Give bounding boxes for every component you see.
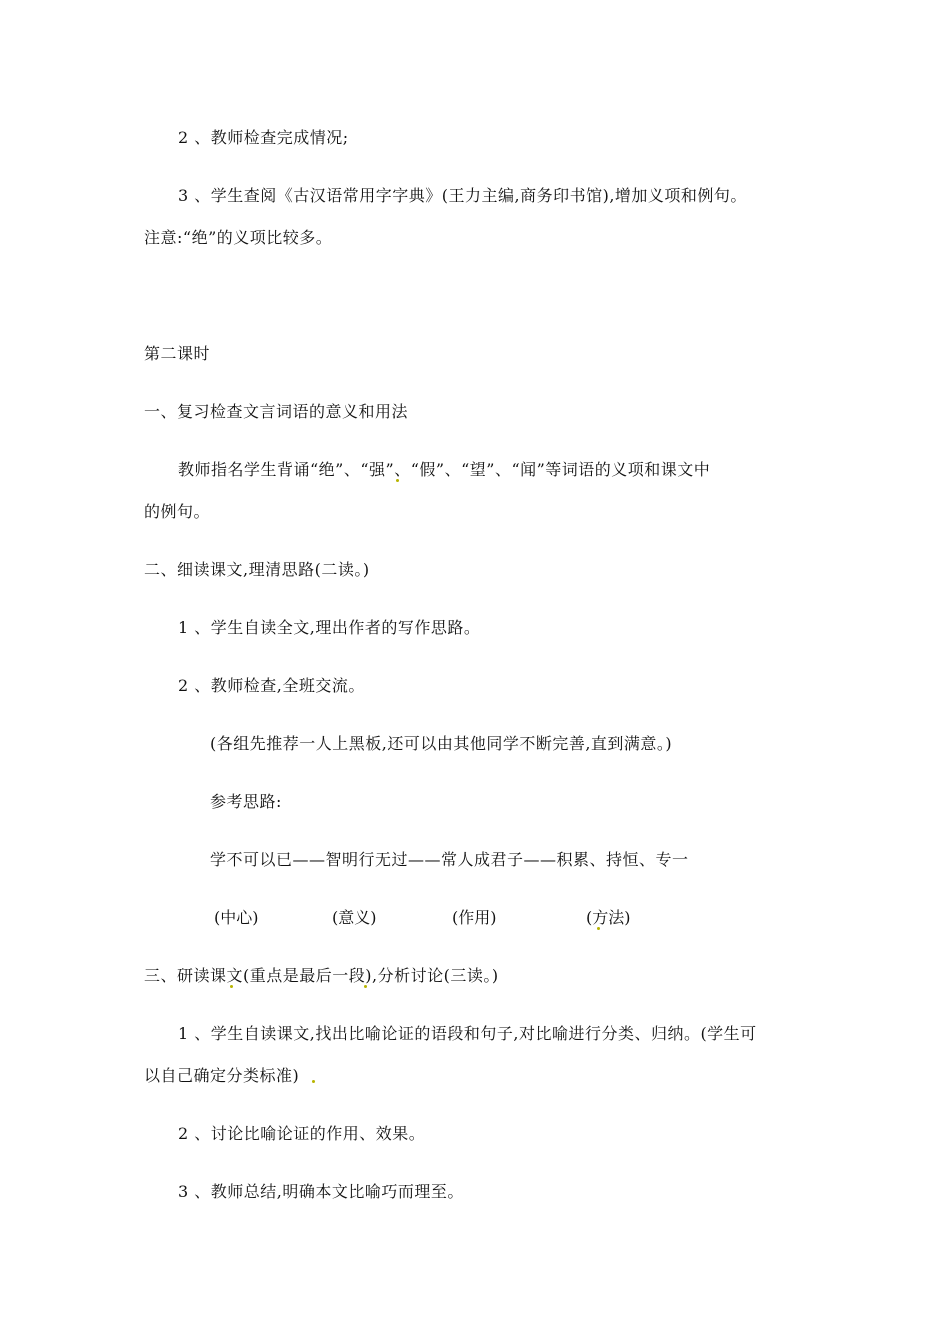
label-function: (作用) — [452, 908, 497, 927]
heading-study-text: 三、研读课文(重点是最后一段),分析讨论(三读。) — [144, 966, 499, 985]
step-1-find-metaphors: 1 、学生自读课文,找出比喻论证的语段和句子,对比喻进行分类、归纳。(学生可 — [178, 1024, 757, 1043]
step-3-dictionary-lookup: 3 、学生查阅《古汉语常用字字典》(王力主编,商务印书馆),增加义项和例句。 — [178, 186, 747, 205]
note-jue-meanings: 注意:“绝”的义项比较多。 — [144, 228, 333, 247]
step-2-discuss-effects: 2 、讨论比喻论证的作用、效果。 — [178, 1124, 426, 1143]
note-group-blackboard: (各组先推荐一人上黑板,还可以由其他同学不断完善,直到满意。) — [210, 734, 673, 753]
annotation-dot — [230, 985, 233, 988]
paragraph-recite-words: 教师指名学生背诵“绝”、“强”、“假”、“望”、“闻”等词语的义项和课文中 — [178, 460, 711, 479]
annotation-dot — [312, 1080, 315, 1083]
label-significance: (意义) — [332, 908, 377, 927]
reference-approach-chain: 学不可以已——智明行无过——常人成君子——积累、持恒、专一 — [210, 850, 689, 869]
step-2-teacher-check: 2 、教师检查,全班交流。 — [178, 676, 365, 695]
annotation-dot — [396, 479, 399, 482]
heading-close-reading: 二、细读课文,理清思路(二读。) — [144, 560, 370, 579]
heading-review-vocabulary: 一、复习检查文言词语的意义和用法 — [144, 402, 409, 421]
annotation-dot — [364, 985, 367, 988]
label-method: (方法) — [586, 908, 631, 927]
step-3-teacher-summary: 3 、教师总结,明确本文比喻巧而理至。 — [178, 1182, 464, 1201]
step-1-find-metaphors-cont: 以自己确定分类标准) — [144, 1066, 300, 1085]
section-heading-second-lesson: 第二课时 — [144, 344, 211, 363]
reference-approach-label: 参考思路: — [210, 792, 282, 811]
step-1-self-read: 1 、学生自读全文,理出作者的写作思路。 — [178, 618, 481, 637]
step-2-check-completion: 2 、教师检查完成情况; — [178, 128, 349, 147]
annotation-dot — [597, 927, 600, 930]
label-center: (中心) — [214, 908, 259, 927]
paragraph-recite-words-cont: 的例句。 — [144, 502, 211, 521]
